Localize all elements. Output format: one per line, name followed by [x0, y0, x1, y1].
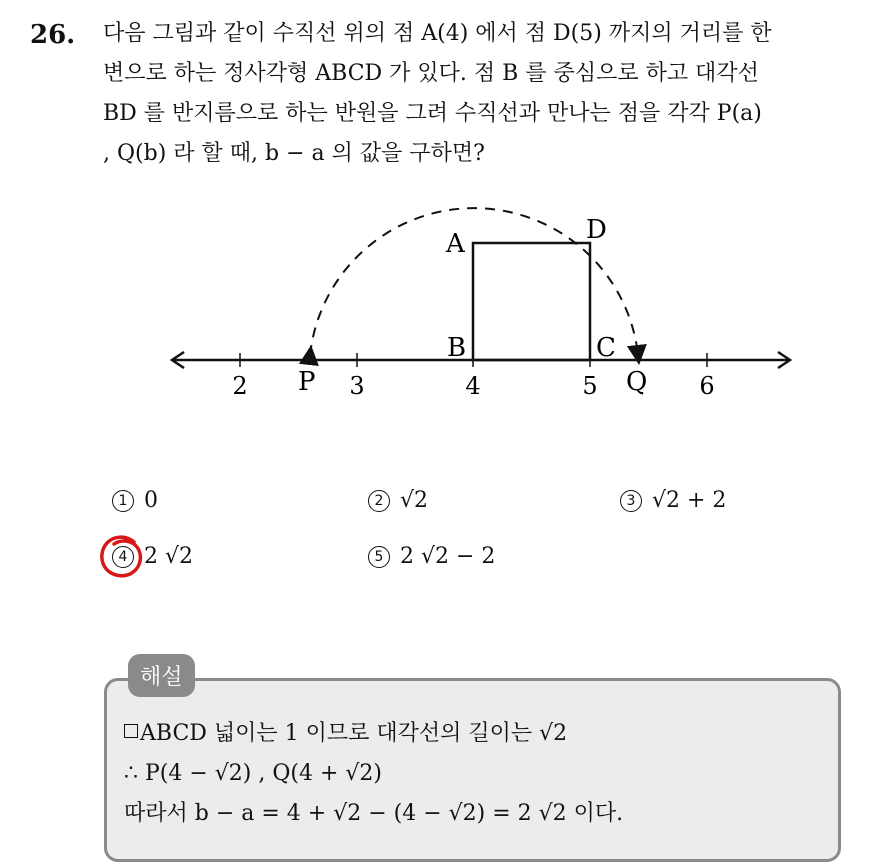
choice-text: 0 — [144, 488, 158, 513]
tick-label-5: 5 — [582, 372, 598, 400]
label-b: B — [447, 333, 467, 363]
tick-label-2: 2 — [232, 372, 248, 400]
square-abcd — [473, 243, 590, 360]
question-line-1: 다음 그림과 같이 수직선 위의 점 A(4) 에서 점 D(5) 까지의 거리를 한 — [103, 21, 772, 46]
question-line-2: 변으로 하는 정사각형 ABCD 가 있다. 점 B 를 중심으로 하고 대각선 — [103, 61, 759, 86]
choice-1[interactable] — [112, 488, 158, 513]
choice-2[interactable] — [368, 488, 428, 513]
solution-line-2: ∴ P(4 − √2) , Q(4 + √2) — [124, 761, 383, 786]
question-text — [103, 14, 863, 174]
question-line-4: , Q(b) 라 할 때, b − a 의 값을 구하면? — [103, 141, 485, 166]
choice-text: √2 — [400, 488, 429, 513]
choice-text: √2 + 2 — [652, 488, 727, 513]
choice-5[interactable] — [368, 544, 495, 569]
choice-number: 5 — [368, 546, 390, 568]
label-q: Q — [626, 367, 648, 397]
solution-line-3: 따라서 b − a = 4 + √2 − (4 − √2) = 2 √2 이다. — [124, 801, 624, 826]
number-line-diagram — [0, 180, 884, 420]
question-line-3: BD 를 반지름으로 하는 반원을 그려 수직선과 만나는 점을 각각 P(a) — [103, 101, 762, 126]
solution-text — [124, 714, 623, 834]
choice-number: 3 — [620, 490, 642, 512]
square-symbol-icon — [124, 724, 138, 738]
choice-3[interactable] — [620, 488, 726, 513]
tick-label-6: 6 — [699, 372, 715, 400]
label-d: D — [586, 215, 607, 245]
label-p: P — [298, 367, 316, 397]
label-a: A — [446, 229, 465, 259]
choice-text: 2 √2 − 2 — [400, 544, 496, 569]
choice-number: 4 — [112, 546, 134, 568]
choice-number: 1 — [112, 490, 134, 512]
solution-line-1: ABCD 넓이는 1 이므로 대각선의 길이는 √2 — [124, 714, 623, 754]
question-number: 26. — [30, 20, 76, 50]
choice-text: 2 √2 — [144, 544, 194, 569]
choice-number: 2 — [368, 490, 390, 512]
answer-circle-mark — [98, 532, 146, 582]
tick-label-4: 4 — [465, 372, 481, 400]
tick-label-3: 3 — [349, 372, 365, 400]
label-c: C — [596, 333, 616, 363]
solution-tag: 해설 — [128, 654, 195, 697]
